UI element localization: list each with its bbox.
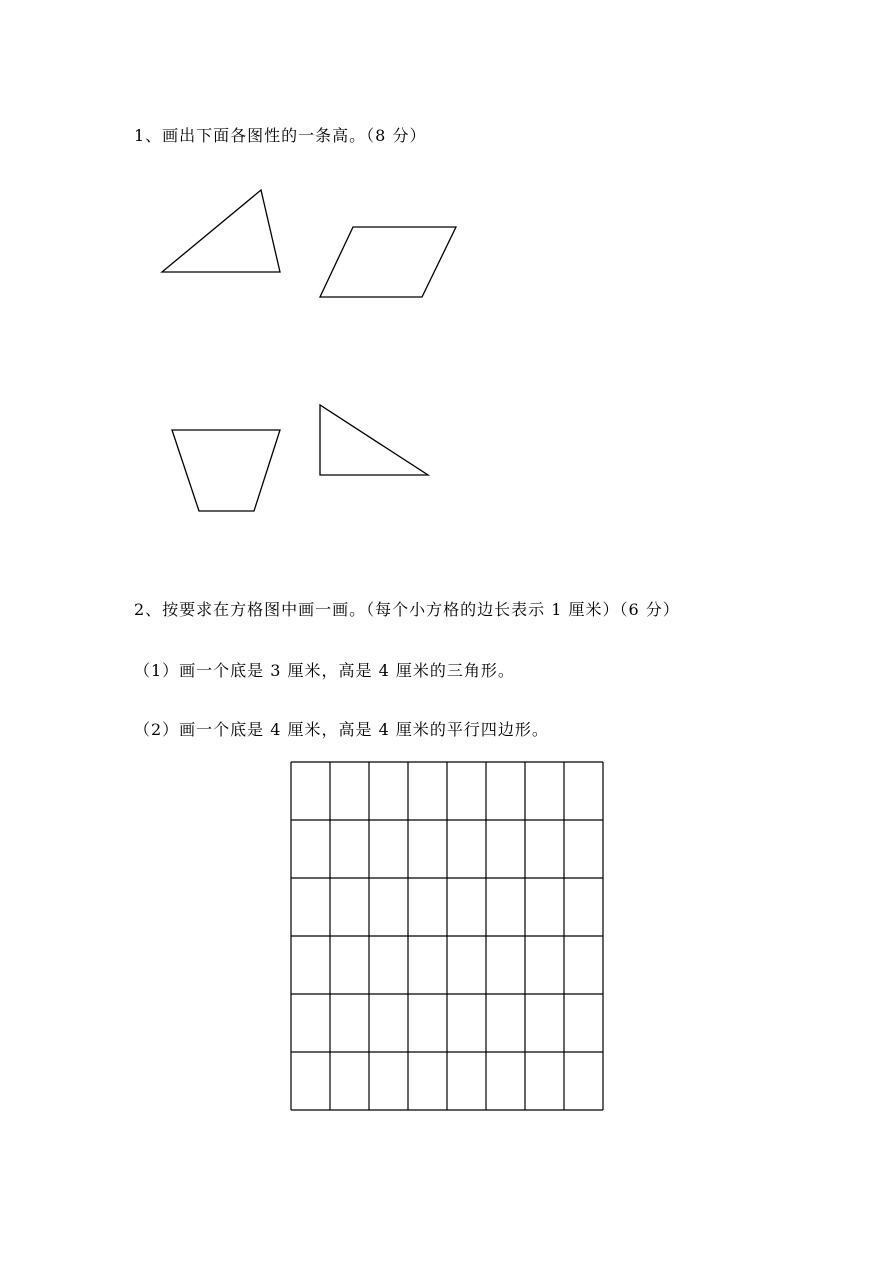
question-1-text: 1、画出下面各图性的一条高。（8 分） [134,126,427,145]
question-2-text: 2、按要求在方格图中画一画。（每个小方格的边长表示 1 厘米）（6 分） [134,600,680,619]
right-triangle-shape[interactable] [320,405,428,475]
triangle-acute-shape[interactable] [162,190,280,272]
question-2-sub-2: （2）画一个底是 4 厘米，高是 4 厘米的平行四边形。 [134,720,549,739]
parallelogram-shape[interactable] [320,227,456,297]
question-2-sub-1: （1）画一个底是 3 厘米，高是 4 厘米的三角形。 [134,661,515,680]
trapezoid-shape[interactable] [172,430,280,511]
square-grid[interactable] [291,762,603,1110]
